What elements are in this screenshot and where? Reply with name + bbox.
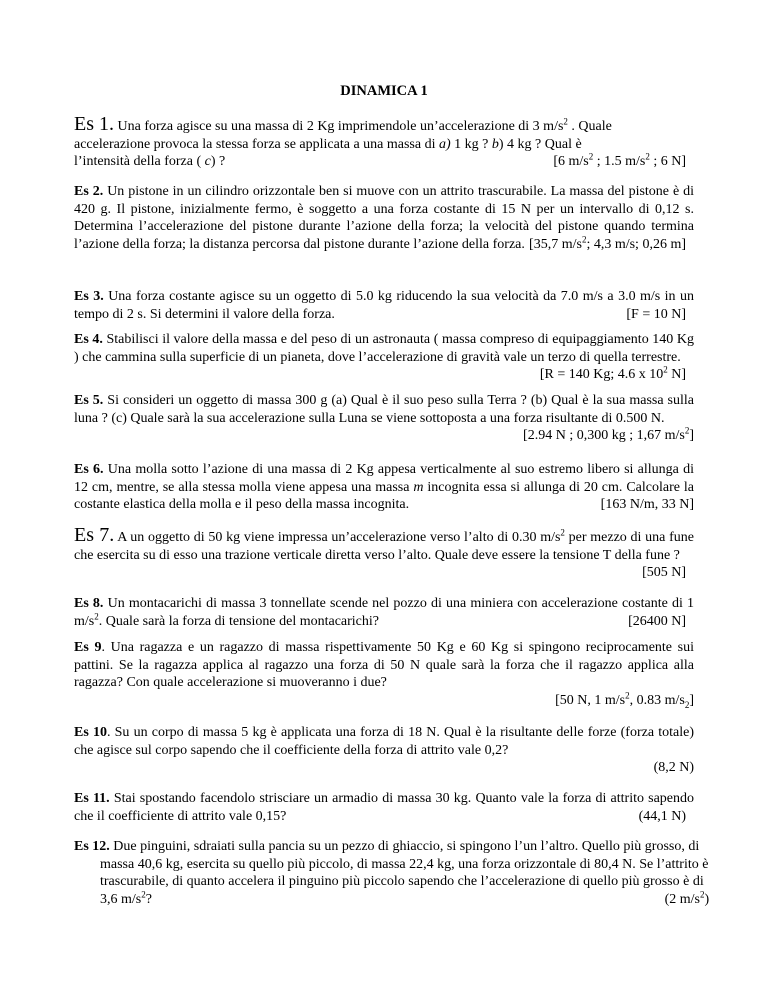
exercise-1 (74, 113, 694, 171)
exercise-text: ? (145, 891, 152, 907)
exercise-text: accelerazione provoca la stessa forza se applicata a una massa di (74, 136, 439, 152)
exercise-text: . Quale sarà la forza di tensione del montacarichi? (98, 613, 379, 629)
exercise-label: Es 12. (74, 839, 110, 854)
exercise-text: . Una ragazza e un ragazzo di massa rispettivamente 50 Kg e 60 Kg si spingono reciprocamente sui pattini. Se la ragazza applica al ragazzo una forza di 50 N quale sarà la forza che il ragazzo applica alla ragazza? Con quale accelerazione si muoveranno i due? (74, 640, 694, 690)
exercise-text: c (204, 154, 211, 169)
exercise-text: ) 4 kg ? Qual è (498, 136, 582, 152)
exercise-12 (74, 838, 720, 908)
exercise-answer: [26400 N] (628, 613, 686, 629)
exercise-text: ) ? (210, 154, 226, 169)
exercise-2 (74, 183, 694, 253)
exercise-text: Stai spostando facendolo strisciare un armadio di massa 30 kg. Quanto vale la forza di attrito sapendo che il coefficiente di attrito vale 0,15? (74, 791, 695, 824)
exercise-answer: [163 N/m, 33 N] (600, 497, 694, 512)
exercise-label: Es 2. (74, 184, 104, 199)
exercise-answer: [505 N] (642, 565, 686, 580)
exercise-label: Es 4. (74, 332, 103, 347)
exercise-5 (74, 392, 694, 445)
exercise-text: Stabilisci il valore della massa e del peso di un astronauta ( massa compreso di equipaggiamento 140 Kg ) che cammina sulla superficie di un pianeta, dove l’accelerazione di gravità vale un terzo di quella terrestre. (74, 332, 694, 365)
exercise-label: Es 5. (74, 393, 104, 408)
exercise-text: a) (438, 136, 451, 152)
exercise-text: Due pinguini, sdraiati sulla pancia su un pezzo di ghiaccio, si spingono l’un l’altro. Quello più grosso, di massa 40,6 kg, esercita su quello più piccolo, di massa 22,4 kg, una forza orizzontale di 80,4 N. Se l’attrito è trascurabile, di quanto accelera il pinguino più piccolo sapendo che l’accelerazione di quello più grosso è di 3,6 m/s (100, 839, 709, 907)
exercise-answer: [R = 140 Kg; 4.6 x $10^2$ N] (539, 364, 686, 382)
exercise-answer: (44,1 N) (638, 808, 686, 824)
exercise-text: b (491, 136, 499, 152)
exercise-8 (74, 595, 694, 630)
exercise-text: Un montacarichi di massa 3 tonnellate scende nel pozzo di una miniera con accelerazione costante di 1 m/s (74, 596, 694, 629)
exercise-text: . Su un corpo di massa 5 kg è applicata una forza di 18 N. Qual è la risultante delle forze (forza totale) che agisce sul corpo sapendo che il coefficiente della forza di attrito vale 0,2? (74, 725, 694, 758)
exercise-text: l’intensità della forza ( (74, 154, 205, 169)
exercise-label: Es 10 (74, 725, 107, 740)
exercise-label: Es 11. (74, 791, 110, 806)
exercise-10 (74, 724, 694, 777)
exercise-3 (74, 288, 694, 323)
superscript: 2 (94, 610, 99, 621)
exercise-label: Es 9 (74, 640, 102, 655)
exercise-answer: (2 $m/s^2$) (664, 888, 710, 907)
exercise-6 (74, 461, 694, 514)
exercise-answer: [50 N, 1 $m/s^2$, 0.83 $m/s_2$] (555, 689, 694, 710)
exercise-11 (74, 790, 694, 825)
exercise-7 (74, 524, 694, 582)
exercise-text: 1 kg ? (450, 136, 492, 152)
exercise-text: A un oggetto di 50 kg viene impressa un’accelerazione verso l’alto di 0.30 m/s (117, 530, 561, 545)
exercise-text: Una molla sotto l’azione di una massa di 2 Kg appesa verticalmente al suo estremo libero si allunga di 12 cm, mentre, se alla stessa molla viene appesa una massa (74, 462, 694, 495)
exercise-9 (74, 639, 694, 709)
exercise-label: Es 7. (74, 524, 115, 546)
exercise-4 (74, 331, 694, 384)
exercise-text: m (413, 479, 424, 495)
exercise-text: incognita essa si allunga di 20 cm. Calcolare la costante elastica della molla e il peso della massa incognita. (74, 479, 694, 512)
page-title: DINAMICA 1 (340, 83, 428, 99)
exercise-text: Una forza costante agisce su un oggetto di 5.0 kg riducendo la sua velocità da 7.0 m/s a 3.0 m/s in un tempo di 2 s. Si determini il valore della forza. (74, 289, 695, 322)
exercise-text: Una forza agisce su una massa di 2 Kg imprimendole un’accelerazione di 3 m/s (117, 119, 564, 134)
exercise-answer: [2.94 N ; 0,300 kg ; 1,67 $m/s^2$] (523, 425, 694, 443)
exercise-label: Es 3. (74, 289, 104, 304)
exercise-answer: (8,2 N) (653, 760, 694, 775)
superscript: 2 (141, 888, 146, 899)
exercise-answer: [6 $m/s^2$ ; 1.5 $m/s^2$ ; 6 N] (553, 151, 686, 169)
superscript: 2 (560, 527, 565, 538)
exercise-text: per mezzo di una fune che esercita su di esso una trazione verticale diretta verso l’alto. Quale deve essere la tensione T della fune ? (74, 530, 694, 563)
exercise-text: . Quale (567, 119, 612, 134)
exercise-text: Si consideri un oggetto di massa 300 g (a) Qual è il suo peso sulla Terra ? (b) Qual è la sua massa sulla luna ? (c) Quale sarà la sua accelerazione sulla Luna se viene sottoposta a una forza risultante di 0.500 N. (74, 393, 694, 426)
exercise-answer: [F = 10 N] (626, 306, 686, 322)
exercise-text: Un pistone in un cilindro orizzontale ben si muove con un attrito trascurabile. La massa del pistone è di 420 g. Il pistone, inizialmente fermo, è soggetto a una forza costante di 15 N per un intervallo di 0,12 s. Determina l’accelerazione del pistone durante l’azione della forza; la velocità del pistone quando termina l’azione della forza; la distanza percorsa dal pistone durante l’azione della forza. (74, 184, 695, 252)
superscript: 2 (563, 116, 568, 127)
exercise-answer: [35,7 $m/s^2$; 4,3 m/s; 0,26 m] (529, 233, 686, 252)
exercise-label: Es 1. (74, 113, 114, 135)
exercise-label: Es 8. (74, 596, 104, 611)
exercise-label: Es 6. (74, 462, 104, 477)
